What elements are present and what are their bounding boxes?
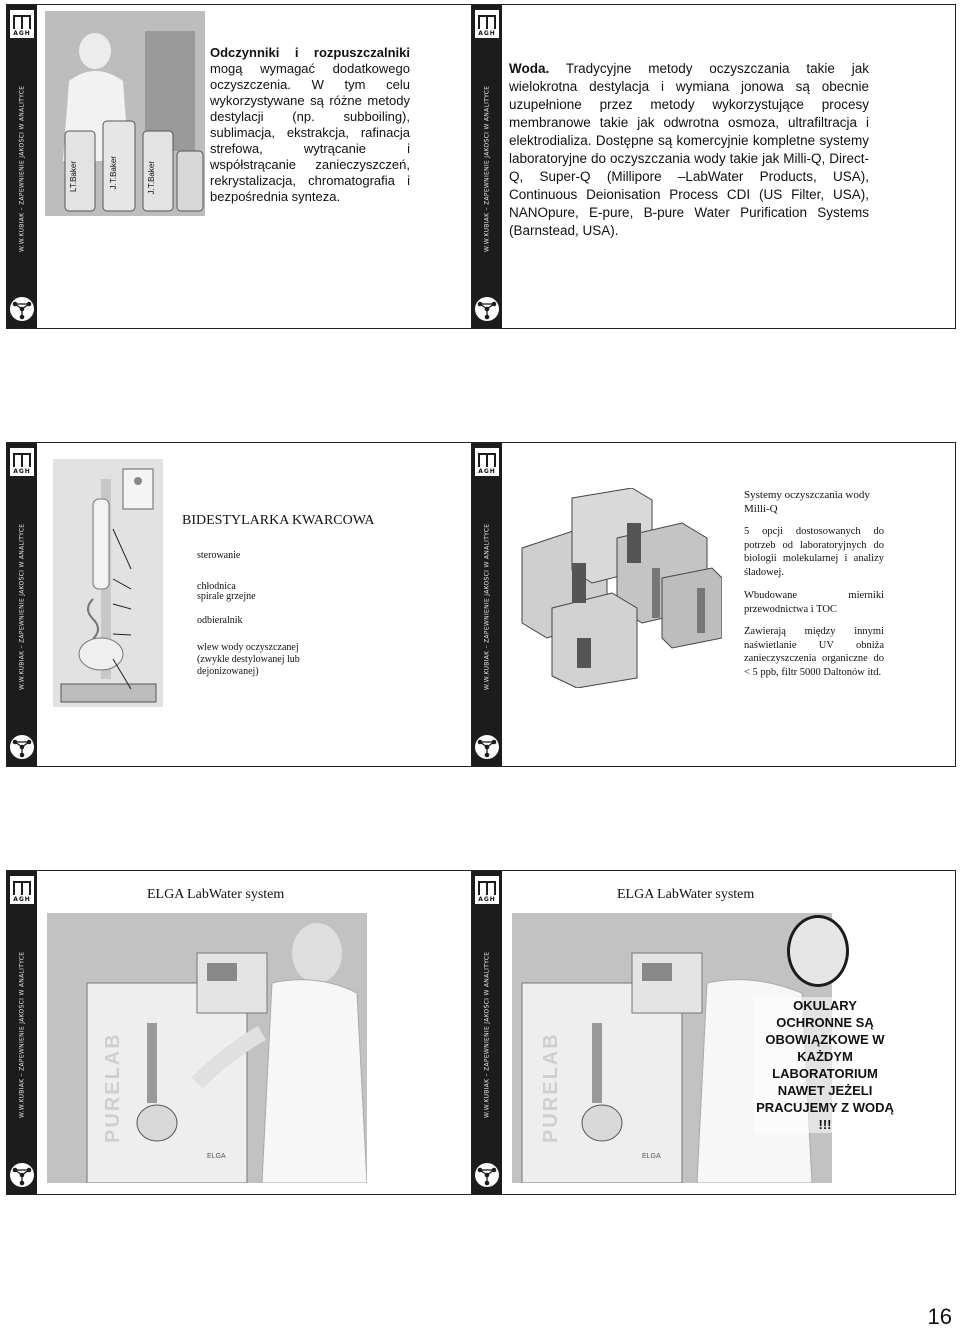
bottle-label-3: J.T.Baker [147,161,156,195]
slide6-title: ELGA LabWater system [617,887,755,902]
label-receiver: odbieralnik [197,615,243,626]
milliq-systems-photo [512,488,722,688]
molecule-icon [9,734,35,760]
slide-sidebar [7,5,37,328]
bottle-label-2: J.T.Baker [109,156,118,190]
slide2-body: Tradycyjne metody oczyszczania takie jak wielokrotna destylacja i wymiana jonowa są obecnie uzupełnione przez metody wykorzystujące procesy membranowe takie jak odwrotna osmoza, ultrafiltracja i elektrodializa. Dostępne są komercyjnie kompletne systemy laboratoryjne do oczyszczania wody takie jak Milli-Q, Direct-Q, Super-Q (Millipore –LabWater Products, USA), Continuous Deionisation Process CDI (US Filter, USA), NANOpure, E-pure, B-pure Water Purification Systems (Barnstead, USA). [509,61,869,238]
agh-logo: AGH [9,9,35,39]
side-label: W.W.KUBIAK – ZAPEWNIENIE JAKOŚCI W ANALITYCE [483,523,491,691]
slide-elga-1 [6,870,491,1195]
agh-logo: AGH [474,9,500,39]
slide-milliq [471,442,956,767]
slide4-meters: Wbudowane mierniki przewodnictwa i TOC [744,590,884,615]
slide-sidebar [7,443,37,766]
side-label: W.W.KUBIAK – ZAPEWNIENIE JAKOŚCI W ANALITYCE [18,951,26,1119]
molecule-icon [474,1162,500,1188]
slide1-body: mogą wymagać dodatkowego oczyszczenia. W tym celu wykorzystywane są różne metody destylacji (np. subboiling), sublimacja, ekstrakcja, rafinacja strefowa, wytrącanie i współstrącanie zanieczyszczeń, rekrystalizacja, chromatografia i bezpośrednia synteza. [210,61,410,204]
molecule-icon [474,296,500,322]
slide-water [471,4,956,329]
side-label: W.W.KUBIAK – ZAPEWNIENIE JAKOŚCI W ANALITYCE [18,523,26,691]
molecule-icon [9,1162,35,1188]
slide-elga-2 [471,870,956,1195]
safety-warning: OKULARY OCHRONNE SĄ OBOWIĄZKOWE W KAŻDYM LABORATORIUM NAWET JEŻELI PRACUJEMY Z WODĄ !!! [754,997,896,1133]
cleanroom-photo [45,11,205,216]
bottle-label-1: LT.Baker [69,161,78,192]
purelab-label: PURELAB [540,1032,562,1143]
label-condenser: chłodnica [197,581,236,592]
slide-sidebar [472,443,502,766]
slide-sidebar [472,871,502,1194]
elga-label: ELGA [642,1153,661,1160]
slide-bidistiller [6,442,491,767]
bidistiller-photo [53,459,163,707]
slide2-text [509,60,869,240]
side-label: W.W.KUBIAK – ZAPEWNIENIE JAKOŚCI W ANALITYCE [483,951,491,1119]
purelab-label: PURELAB [102,1032,124,1143]
slide1-text [210,45,410,205]
label-heating-coils: spirale grzejne [197,591,256,602]
label-water-inlet: wlew wody oczyszczanej (zwykle destylowanej lub dejonizowanej) [197,642,300,677]
slide2-heading: Woda. [509,61,550,76]
purelab-photo [47,913,367,1183]
label-control: sterowanie [197,550,241,561]
agh-logo: AGH [9,447,35,477]
slide4-options: 5 opcji dostosowanych do potrzeb od laboratoryjnych do biologii molekularnej i analizy śladowej. [744,526,884,578]
molecule-icon [9,296,35,322]
slide-reagents [6,4,491,329]
face-highlight [787,915,849,987]
slide4-uv: Zawierają między innymi naświetlanie UV obniża zanieczyszczenia organiczne do < 5 ppb, filtr 5000 Daltonów itd. [744,626,884,678]
slide4-title: Systemy oczyszczania wody Milli-Q [744,489,870,515]
side-label: W.W.KUBIAK – ZAPEWNIENIE JAKOŚCI W ANALITYCE [483,85,491,253]
slide5-title: ELGA LabWater system [147,887,285,902]
agh-logo: AGH [474,447,500,477]
molecule-icon [474,734,500,760]
side-label: W.W.KUBIAK – ZAPEWNIENIE JAKOŚCI W ANALITYCE [18,85,26,253]
slide1-heading: Odczynniki i rozpuszczalniki [210,45,410,60]
slide-sidebar [7,871,37,1194]
agh-logo: AGH [9,875,35,905]
agh-logo: AGH [474,875,500,905]
slide-sidebar [472,5,502,328]
slide3-title: BIDESTYLARKA KWARCOWA [182,513,375,528]
page-number: 16 [927,1304,952,1329]
elga-label: ELGA [207,1153,226,1160]
